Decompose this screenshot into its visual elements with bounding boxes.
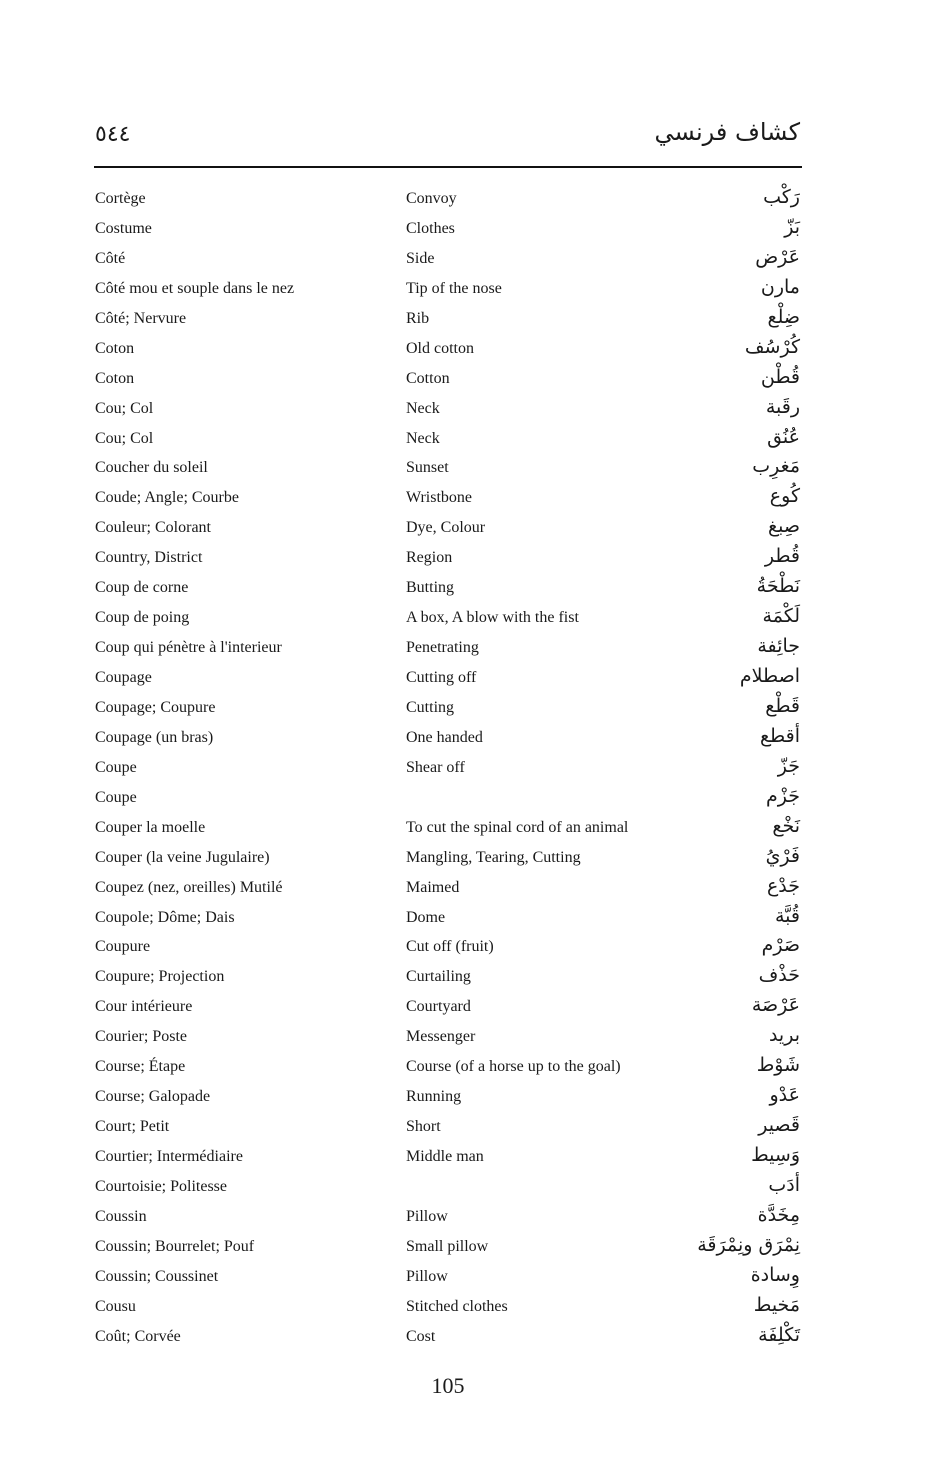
french-term: Coût; Corvée <box>95 1327 181 1345</box>
french-term: Courtier; Intermédiaire <box>95 1148 243 1165</box>
entry-row <box>0 276 944 306</box>
english-term: Messenger <box>406 1028 476 1046</box>
arabic-term: نِمْرَق ونِمْرَقَة <box>697 1233 800 1256</box>
arabic-term: فَرْيُ <box>765 844 800 867</box>
french-term: Court; Petit <box>95 1118 170 1136</box>
french-term: Coupole; Dôme; Dais <box>95 908 235 926</box>
arabic-term: وَسِيط <box>751 1144 800 1166</box>
entry-row <box>0 605 944 635</box>
arabic-term: حَذْف <box>758 964 800 987</box>
arabic-term: صِبغ <box>768 515 800 538</box>
arabic-term: وِسادة <box>750 1263 800 1286</box>
english-term: Rib <box>406 309 430 327</box>
english-term: To cut the spinal cord of an animal <box>406 818 629 836</box>
french-term: Coupez (nez, oreilles) Mutilé <box>95 878 283 896</box>
french-term: Costume <box>95 219 152 237</box>
arabic-term: مارن <box>760 275 800 298</box>
english-term: Cutting off <box>406 669 477 686</box>
english-term: Course (of a horse up to the goal) <box>406 1058 621 1076</box>
entry-row <box>0 1084 944 1114</box>
french-term: Côté mou et souple dans le nez <box>95 279 295 297</box>
english-term: Cut off (fruit) <box>406 938 494 956</box>
entry-row <box>0 755 944 785</box>
arabic-term: عَرْض <box>755 245 800 268</box>
entry-row <box>0 1234 944 1264</box>
french-term: Coupage <box>95 669 152 686</box>
entry-row <box>0 336 944 366</box>
arabic-term: اصطلام <box>739 665 800 687</box>
english-term: A box, A blow with the fist <box>406 609 579 627</box>
arabic-term: قَصير <box>758 1114 800 1137</box>
english-term: Wristbone <box>406 489 473 507</box>
french-term: Couper (la veine Jugulaire) <box>95 848 270 866</box>
entry-row <box>0 875 944 905</box>
arabic-term: تَكْلِفَة <box>758 1323 800 1346</box>
french-term: Cou; Col <box>95 429 154 447</box>
french-term: Course; Galopade <box>95 1088 211 1106</box>
english-term: Region <box>406 549 453 567</box>
french-term: Coton <box>95 369 135 387</box>
english-term: Shear off <box>406 758 465 776</box>
english-term: Dome <box>406 908 446 926</box>
entry-row <box>0 455 944 485</box>
english-term: Side <box>406 249 435 267</box>
entries-list <box>0 186 944 1354</box>
arabic-term: ضِلْع <box>767 305 800 328</box>
page-number-top: ٥٤٤ <box>95 122 131 147</box>
french-term: Coude; Angle; Courbe <box>95 489 239 507</box>
english-term: Running <box>406 1088 462 1106</box>
french-term: Coupure <box>95 938 151 956</box>
entry-row <box>0 216 944 246</box>
arabic-term: بَزّ <box>784 215 800 238</box>
english-term: Neck <box>406 429 440 447</box>
entry-row <box>0 785 944 815</box>
french-term: Côté <box>95 249 126 267</box>
english-term: Stitched clothes <box>406 1297 508 1315</box>
entry-row <box>0 545 944 575</box>
entry-row <box>0 815 944 845</box>
english-term: Maimed <box>406 878 460 896</box>
arabic-term: صَرْم <box>761 934 800 957</box>
english-term: Neck <box>406 399 440 417</box>
arabic-term: قُبَّة <box>774 904 800 927</box>
english-term: Convoy <box>406 190 457 207</box>
english-term: Clothes <box>406 219 455 237</box>
english-term: One handed <box>406 728 483 746</box>
entry-row <box>0 485 944 515</box>
french-term: Coton <box>95 339 135 357</box>
entry-row <box>0 695 944 725</box>
entry-row <box>0 964 944 994</box>
entry-row <box>0 1204 944 1234</box>
french-term: Côté; Nervure <box>95 309 187 327</box>
english-term: Penetrating <box>406 639 479 657</box>
arabic-term: لَكْمَة <box>762 605 800 628</box>
english-term: Courtyard <box>406 998 471 1016</box>
english-term: Pillow <box>406 1267 448 1285</box>
arabic-term: أقطع <box>759 724 800 747</box>
header-rule <box>94 166 802 168</box>
arabic-term: جائِفة <box>757 635 800 658</box>
french-term: Coussin; Bourrelet; Pouf <box>95 1237 255 1255</box>
french-term: Cousu <box>95 1297 136 1315</box>
french-term: Courier; Poste <box>95 1028 187 1046</box>
entry-row <box>0 306 944 336</box>
arabic-term: بريد <box>768 1024 800 1047</box>
entry-row <box>0 1114 944 1144</box>
arabic-term: عَدْو <box>769 1084 800 1107</box>
arabic-term: مَغرِب <box>752 455 800 478</box>
entry-row <box>0 905 944 935</box>
entry-row <box>0 366 944 396</box>
entry-row <box>0 575 944 605</box>
arabic-term: قُطر <box>764 545 800 568</box>
entry-row <box>0 515 944 545</box>
entry-row <box>0 1174 944 1204</box>
entry-row <box>0 994 944 1024</box>
entry-row <box>0 1054 944 1084</box>
french-term: Coup de poing <box>95 609 190 627</box>
french-term: Coucher du soleil <box>95 459 208 477</box>
english-term: Short <box>406 1118 441 1136</box>
arabic-term: جَدْع <box>766 874 800 897</box>
english-term: Tip of the nose <box>406 279 502 297</box>
arabic-term: كُوع <box>769 485 800 508</box>
french-term: Coussin; Coussinet <box>95 1267 219 1285</box>
english-term: Mangling, Tearing, Cutting <box>406 848 581 866</box>
english-term: Cutting <box>406 698 455 716</box>
arabic-term: مِخَدَّة <box>757 1203 800 1226</box>
arabic-term: أدَب <box>768 1173 800 1196</box>
entry-row <box>0 1294 944 1324</box>
french-term: Couleur; Colorant <box>95 519 211 537</box>
entry-row <box>0 845 944 875</box>
arabic-term: نَخْع <box>772 814 800 837</box>
entry-row <box>0 426 944 456</box>
entry-row <box>0 725 944 755</box>
french-term: Cortège <box>95 190 146 207</box>
arabic-term: جَزّ <box>777 754 800 777</box>
running-title: كشاف فرنسي <box>654 118 800 146</box>
english-term: Middle man <box>406 1148 484 1165</box>
entry-row <box>0 1144 944 1174</box>
entry-row <box>0 1324 944 1354</box>
entry-row <box>0 396 944 426</box>
french-term: Coupure; Projection <box>95 968 225 986</box>
french-term: Couper la moelle <box>95 818 206 836</box>
entry-row <box>0 246 944 276</box>
arabic-term: مَخيط <box>753 1293 800 1316</box>
english-term: Pillow <box>406 1207 448 1225</box>
entry-row <box>0 1024 944 1054</box>
arabic-term: عَرْصَة <box>751 994 800 1017</box>
french-term: Coupe <box>95 788 137 806</box>
french-term: Coup de corne <box>95 579 189 597</box>
french-term: Coussin <box>95 1207 147 1225</box>
arabic-term: شَوْط <box>756 1054 800 1077</box>
entry-row <box>0 1264 944 1294</box>
english-term: Curtailing <box>406 968 471 986</box>
entry-row <box>0 665 944 695</box>
english-term: Butting <box>406 579 455 597</box>
english-term: Small pillow <box>406 1237 489 1255</box>
entry-row <box>0 635 944 665</box>
page-number-bottom: 105 <box>431 1373 465 1398</box>
entry-row <box>0 186 944 216</box>
french-term: Coupe <box>95 758 137 776</box>
french-term: Cou; Col <box>95 399 154 417</box>
english-term: Cotton <box>406 369 450 387</box>
arabic-term: قُطْن <box>760 365 800 388</box>
french-term: Coupage; Coupure <box>95 698 216 716</box>
arabic-term: عُنُق <box>767 425 800 448</box>
arabic-term: جَزْم <box>766 784 800 807</box>
english-term: Dye, Colour <box>406 519 486 537</box>
french-term: Coup qui pénètre à l'interieur <box>95 639 282 657</box>
english-term: Cost <box>406 1327 436 1345</box>
french-term: Course; Étape <box>95 1058 186 1076</box>
entry-row <box>0 934 944 964</box>
english-term: Old cotton <box>406 339 474 357</box>
french-term: Country, District <box>95 549 203 567</box>
arabic-term: كُرْسُف <box>744 335 800 358</box>
french-term: Coupage (un bras) <box>95 728 214 746</box>
arabic-term: رقَبة <box>765 395 800 418</box>
french-term: Courtoisie; Politesse <box>95 1177 227 1195</box>
french-term: Cour intérieure <box>95 998 193 1016</box>
english-term: Sunset <box>406 459 449 477</box>
arabic-term: قَطْع <box>765 694 800 717</box>
arabic-term: نَطْحَةُ <box>756 575 800 598</box>
arabic-term: رَكْب <box>763 186 800 208</box>
